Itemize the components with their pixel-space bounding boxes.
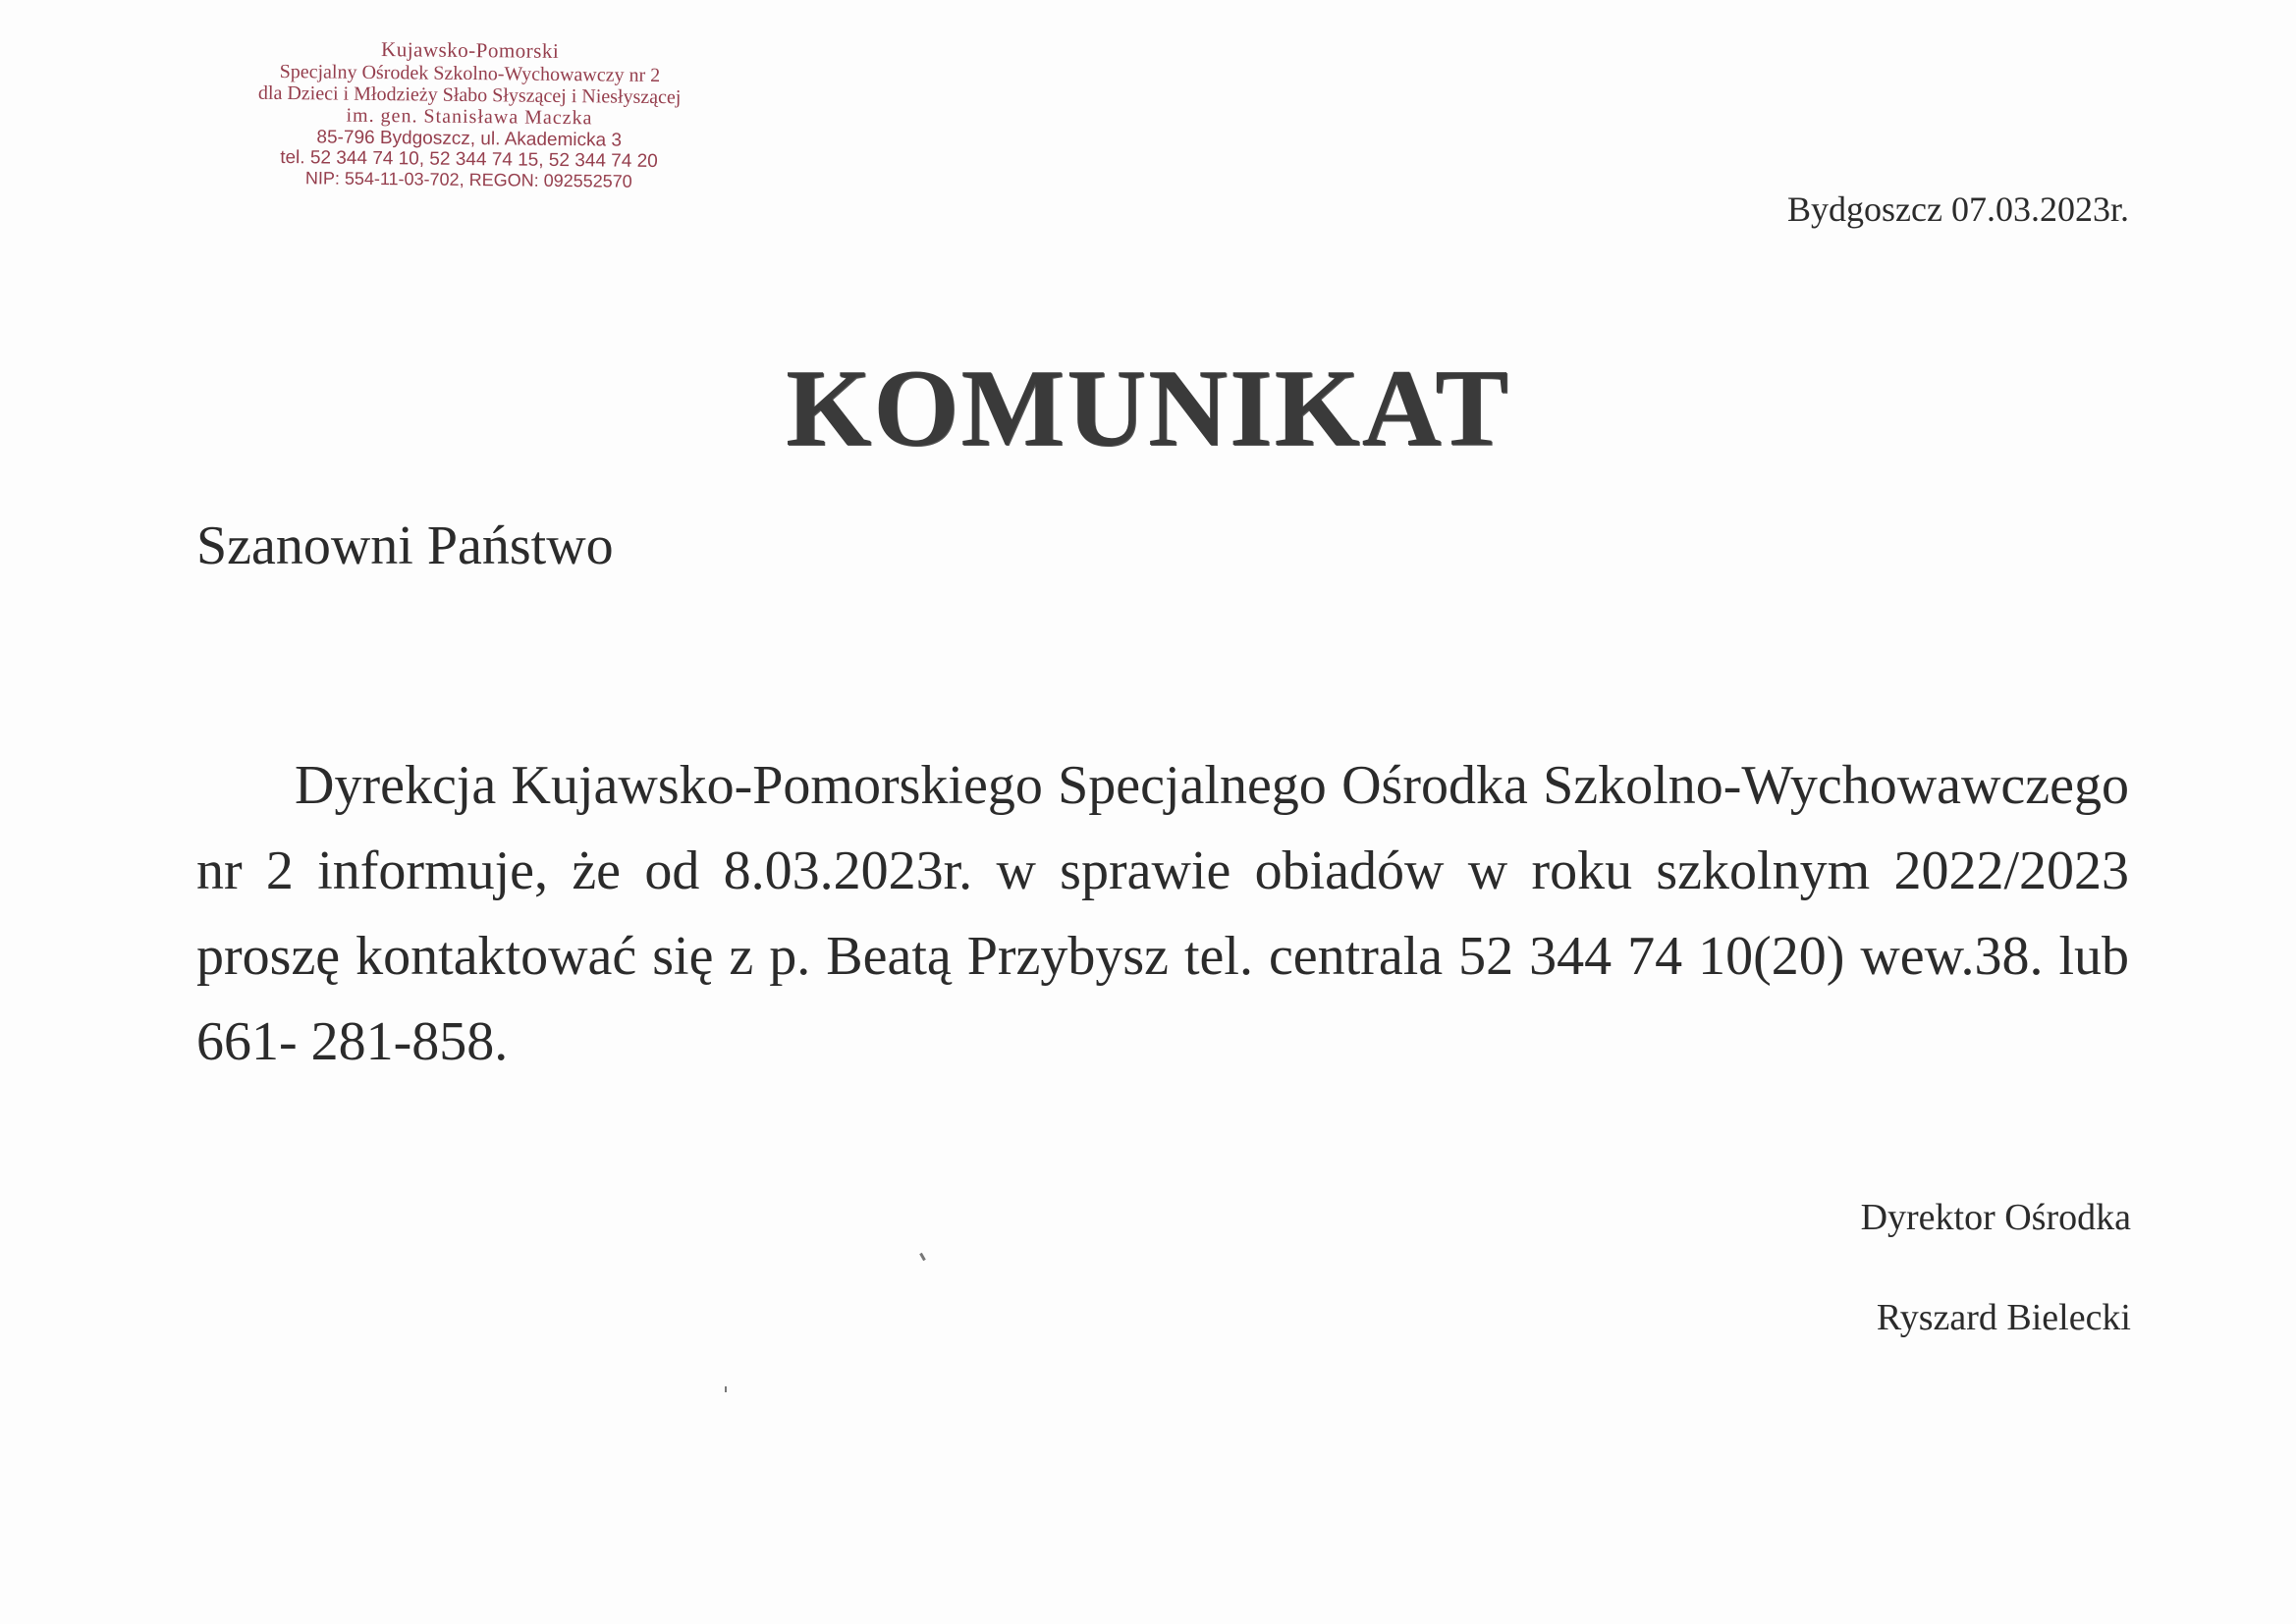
stamp-line: dla Dzieci i Młodzieży Słabo Słyszącej i Niesłyszącej <box>257 81 682 109</box>
stamp-line: im. gen. Stanisława Maczka <box>346 104 593 130</box>
stamp-line: Kujawsko-Pomorski <box>380 37 560 63</box>
place-and-date: Bydgoszcz 07.03.2023r. <box>1787 189 2129 229</box>
announcement-body: Dyrekcja Kujawsko-Pomorskiego Specjalnego Ośrodka Szkolno-Wychowawczego nr 2 informuje, że od 8.03.2023r. w sprawie obiadów w roku szkolnym 2022/2023 proszę kontaktować się z p. Beatą Przybysz tel. centrala 52 344 74 10(20) wew.38. lub 661- 281-858. <box>196 755 2129 1072</box>
stamp-line: NIP: 554-11-03-702, REGON: 092552570 <box>304 168 632 191</box>
stamp-line: Specjalny Ośrodek Szkolno-Wychowawczy nr 2 <box>279 60 661 86</box>
signature-name: Ryszard Bielecki <box>1876 1297 2131 1338</box>
scan-speck <box>725 1386 727 1392</box>
institution-stamp <box>233 36 706 191</box>
signature-title: Dyrektor Ośrodka <box>1860 1197 2131 1238</box>
document-title: KOMUNIKAT <box>786 348 1510 469</box>
greeting: Szanowni Państwo <box>196 515 614 576</box>
stamp-line: 85-796 Bydgoszcz, ul. Akademicka 3 <box>316 127 623 151</box>
scan-speck <box>919 1253 926 1261</box>
stamp-line: tel. 52 344 74 10, 52 344 74 15, 52 344 74 20 <box>280 146 658 172</box>
